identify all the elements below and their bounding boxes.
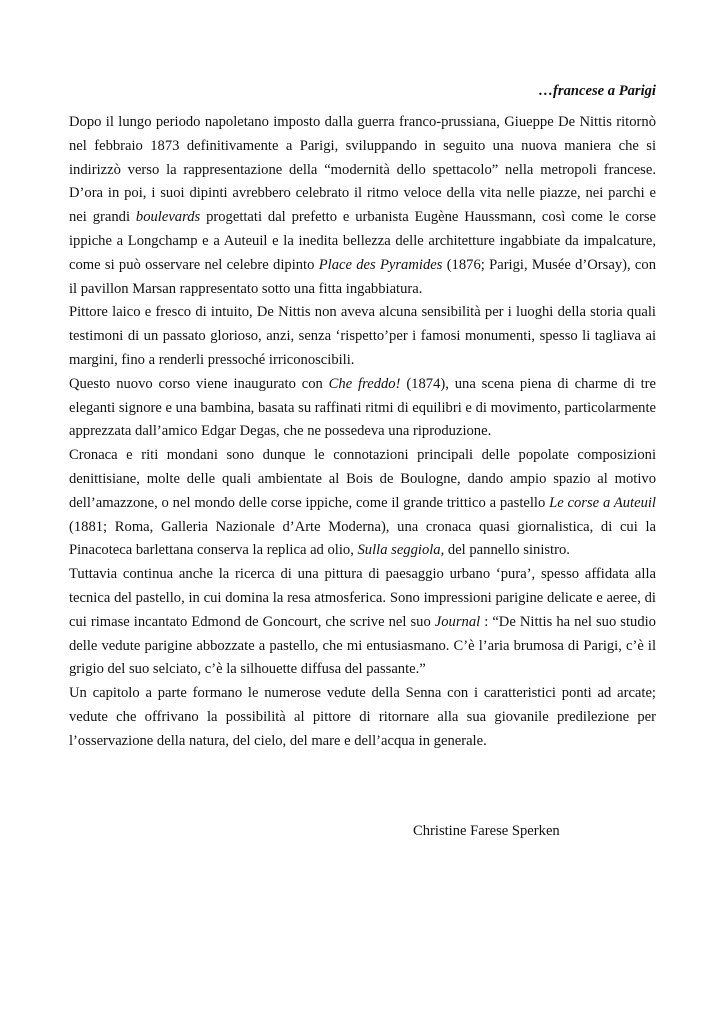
paragraph-1 xyxy=(69,111,656,301)
paragraph-text: Tuttavia continua anche la ricerca di una pittura di paesaggio urbano ‘pura’, spesso affidata alla tecnica del pastello, in cui domina la resa atmosferica. Sono impressioni parigine delicate e aeree, di cui rimase incantato Edmond de Goncourt, che scrive nel suo xyxy=(69,566,656,630)
paragraph-text: : “De Nittis ha nel suo studio delle vedute parigine abbozzate a pastello, che mi entusiasmano. C’è l’aria brumosa di Parigi, c’è il grigio del suo selciato, c’è la silhouette diffusa del passante.” xyxy=(69,613,656,678)
italic-book-title: Journal xyxy=(434,613,481,630)
paragraph-5 xyxy=(69,563,656,682)
italic-term: boulevards xyxy=(135,209,201,226)
paragraph-text: (1881; Roma, Galleria Nazionale d’Arte Moderna), una cronaca quasi giornalistica, di cui la Pinacoteca barlettana conserva la replica ad olio, xyxy=(69,518,656,559)
italic-artwork-title: Le corse a Auteuil xyxy=(549,494,656,511)
paragraph-4 xyxy=(69,444,656,563)
section-title: …francese a Parigi xyxy=(538,83,656,99)
paragraph-text: (1874), una scena piena di charme di tre eleganti signore e una bambina, basata su raffinati ritmi di equilibri e di movimento, particolarmente apprezzata dall’amico Edgar Degas, che ne possedeva una riproduzione. xyxy=(69,375,656,440)
italic-artwork-title: Place des Pyramides xyxy=(318,256,443,273)
paragraph-6 xyxy=(69,682,656,753)
author-signature: Christine Farese Sperken xyxy=(413,823,560,839)
paragraph-text: , del pannello sinistro. xyxy=(440,542,570,559)
paragraph-text: (1876; Parigi, Musée d’Orsay), con il pavillon Marsan rappresentato sotto una fitta ingabbiatura. xyxy=(69,256,656,297)
paragraph-text: Questo nuovo corso viene inaugurato con xyxy=(69,375,329,392)
italic-artwork-title: Che freddo! xyxy=(328,375,401,392)
paragraph-text: progettati dal prefetto e urbanista Eugène Haussmann, così come le corse ippiche a Longchamp e a Auteuil e la inedita bellezza delle architetture ingabbiate da impalcature, come si può osservare nel celebre dipinto xyxy=(69,209,656,273)
paragraph-text: Dopo il lungo periodo napoletano imposto dalla guerra franco-prussiana, Giueppe De Nittis ritornò nel febbraio 1873 definitivamente a Parigi, sviluppando in seguito una nuova maniera che si indirizzò verso la rappresentazione della “modernità dello spettacolo” nella metropoli francese. D’ora in poi, i suoi dipinti avrebbero celebrato il ritmo veloce della vita nelle piazze, nei parchi e nei grandi xyxy=(69,114,656,226)
italic-artwork-title: Sulla seggiola xyxy=(357,542,441,559)
paragraph-text: Un capitolo a parte formano le numerose vedute della Senna con i caratteristici ponti ad arcate; vedute che offrivano la possibilità al pittore di ritornare alla sua giovanile predilezione per l’osservazione della natura, del cielo, del mare e dell’acqua in generale. xyxy=(69,685,656,749)
paragraph-2 xyxy=(69,301,656,372)
document-page xyxy=(69,82,656,754)
paragraph-text: Pittore laico e fresco di intuito, De Nittis non aveva alcuna sensibilità per i luoghi della storia quali testimoni di un passato glorioso, anzi, senza ‘rispetto’per i famosi monumenti, spesso li tagliava ai margini, fino a renderli pressoché irriconoscibili. xyxy=(69,304,656,368)
paragraph-3 xyxy=(69,373,656,444)
paragraph-text: Cronaca e riti mondani sono dunque le connotazioni principali delle popolate composizioni denittisiane, molte delle quali ambientate al Bois de Boulogne, dando ampio spazio al motivo dell’amazzone, o nel mondo delle corse ippiche, come il grande trittico a pastello xyxy=(69,447,656,511)
